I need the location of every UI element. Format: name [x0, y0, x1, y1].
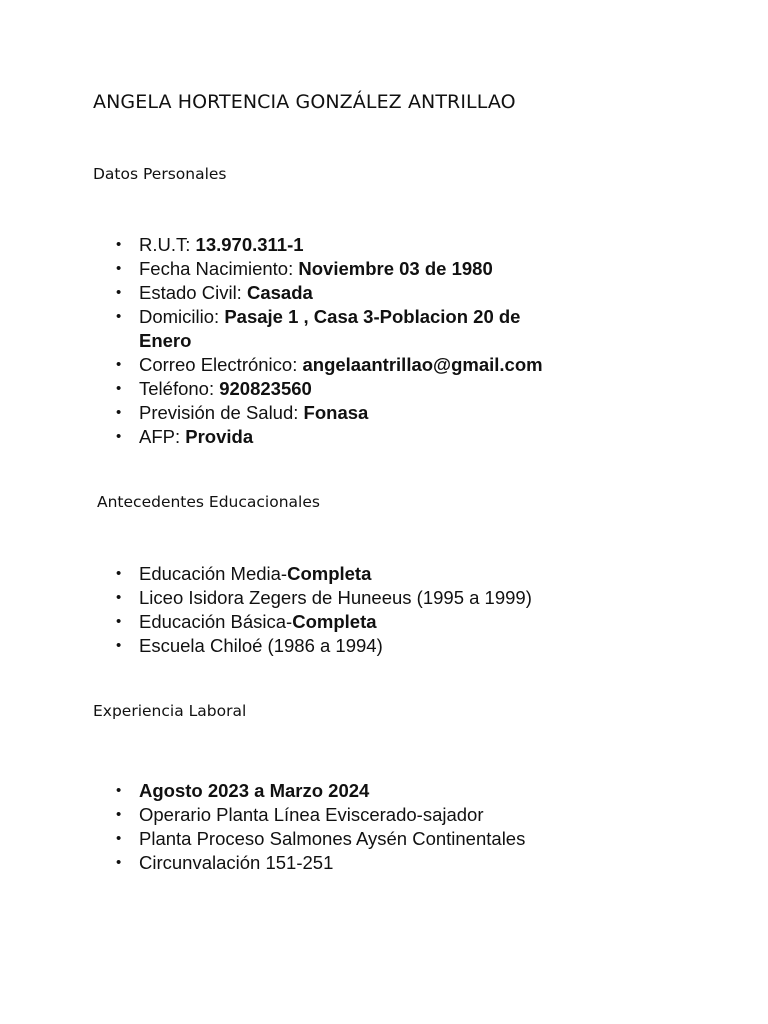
list-item — [93, 562, 573, 586]
item-label: Estado Civil: — [139, 282, 247, 303]
list-item — [93, 851, 573, 875]
item-label: Circunvalación 151-251 — [139, 852, 334, 873]
item-value: Completa — [292, 611, 377, 632]
item-value: Completa — [287, 563, 372, 584]
item-label: AFP: — [139, 426, 186, 447]
item-label: Fecha Nacimiento: — [139, 258, 299, 279]
item-label: Previsión de Salud: — [139, 402, 304, 423]
list-item — [93, 586, 573, 610]
item-label: R.U.T: — [139, 234, 196, 255]
list-item — [93, 827, 573, 851]
item-label: Correo Electrónico: — [139, 354, 303, 375]
item-label: Educación Básica- — [139, 611, 293, 632]
list-item — [93, 257, 573, 281]
item-value: 13.970.311-1 — [195, 234, 304, 255]
list-item — [93, 281, 573, 305]
list-item — [93, 610, 573, 634]
item-label: Planta Proceso Salmones Aysén Continentales — [139, 828, 526, 849]
list-item — [93, 353, 573, 377]
item-value: Casada — [246, 282, 313, 303]
item-label: Domicilio: — [139, 306, 225, 327]
resume-name: ANGELA HORTENCIA GONZÁLEZ ANTRILLAO — [93, 91, 516, 113]
list-item — [93, 233, 573, 257]
item-label: Escuela Chiloé (1986 a 1994) — [139, 635, 383, 656]
experience-heading: Experiencia Laboral — [93, 702, 247, 720]
education-heading: Antecedentes Educacionales — [97, 493, 320, 511]
item-value: angelaantrillao@gmail.com — [302, 354, 543, 375]
personal-data-heading: Datos Personales — [93, 165, 227, 183]
item-label: Operario Planta Línea Eviscerado-sajador — [139, 804, 484, 825]
education-list — [93, 562, 573, 658]
item-label: Teléfono: — [139, 378, 220, 399]
item-value: Agosto 2023 a Marzo 2024 — [139, 780, 370, 801]
item-value: Provida — [185, 426, 254, 447]
item-label: Liceo Isidora Zegers de Huneeus (1995 a 1999) — [139, 587, 532, 608]
list-item — [93, 305, 573, 353]
item-value: Fonasa — [303, 402, 369, 423]
item-label: Educación Media- — [139, 563, 288, 584]
list-item — [93, 803, 573, 827]
item-value: Noviembre 03 de 1980 — [298, 258, 493, 279]
item-value: Pasaje 1 , Casa 3-Poblacion 20 de Enero — [139, 306, 521, 351]
experience-list — [93, 779, 573, 875]
list-item — [93, 779, 573, 803]
list-item — [93, 377, 573, 401]
list-item — [93, 401, 573, 425]
personal-data-list — [93, 233, 573, 449]
item-value: 920823560 — [219, 378, 312, 399]
list-item — [93, 425, 573, 449]
list-item — [93, 634, 573, 658]
